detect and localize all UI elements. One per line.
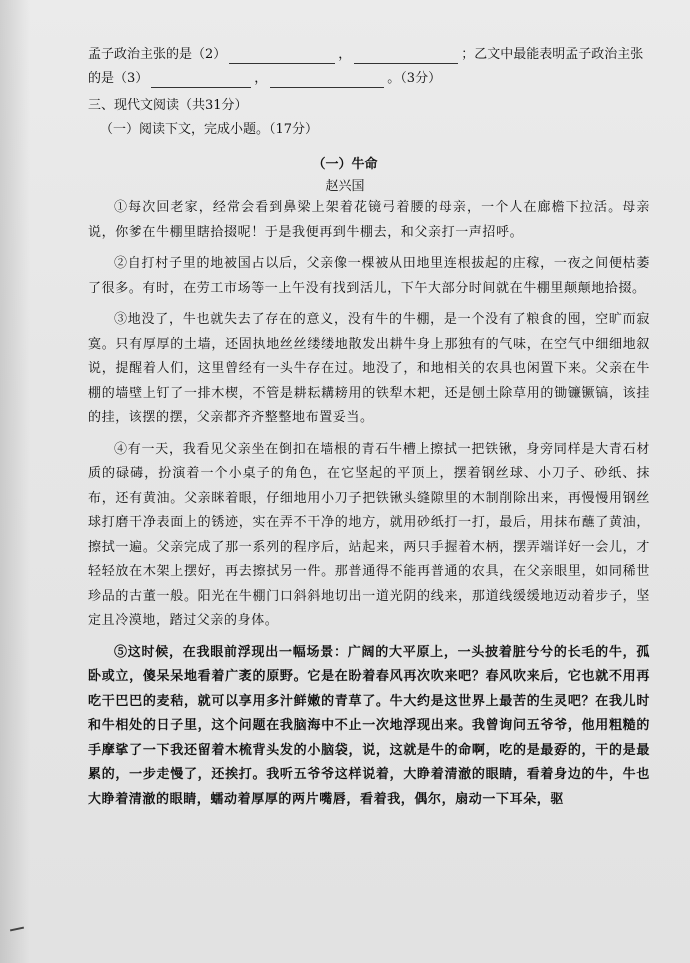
- fill-line-1-suffix: ；乙文中最能表明孟子政治主张: [461, 47, 644, 62]
- fill-line-1: [88, 44, 644, 64]
- scan-edge-shadow: [0, 0, 30, 963]
- fill-line-2-sep: ，: [254, 71, 268, 86]
- paragraph-1: ①每次回老家，经常会看到鼻梁上架着花镜弓着腰的母亲，一个人在廊檐下拉活。母亲说，你爹在牛棚里瞎拾掇呢！于是我便再到牛棚去，和父亲打一声招呼。: [88, 200, 650, 240]
- section-heading: 三、现代文阅读（共31分）: [88, 98, 248, 113]
- fill-line-2-prefix: 的是（3）: [88, 71, 149, 86]
- fill-line-2-suffix: 。（3分）: [387, 71, 442, 86]
- paragraph-5: ⑤这时候，在我眼前浮现出一幅场景：广阔的大平原上，一头披着脏兮兮的长毛的牛，孤卧或立，傻呆呆地看着广袤的原野。它是在盼着春风再次吹来吧？春风吹来后，它也就不用再吃干巴巴的麦秸，就可以享用多汁鲜嫩的青草了。牛大约是这世界上最苦的生灵吧？在我儿时和牛相处的日子里，这个问题在我脑海中不止一次地浮现出来。我曾询问五爷爷，他用粗糙的手摩挲了一下我还留着木梳背头发的小脑袋，说，这就是牛的命啊，吃的是最孬的，干的是最累的，一步走慢了，还挨打。我听五爷爷这样说着，大睁着清澈的眼睛，看着身边的牛，牛也大睁着清澈的眼睛，蠕动着厚厚的两片嘴唇，看着我，偶尔，扇动一下耳朵，驱: [88, 644, 650, 807]
- article-title: （一）牛命: [312, 157, 378, 172]
- answer-blank-2b[interactable]: [354, 49, 458, 64]
- fill-line-1-prefix: 孟子政治主张的是（2）: [88, 47, 227, 62]
- section-subheading: （一）阅读下文，完成小题。（17分）: [100, 122, 319, 137]
- fill-line-1-sep: ，: [338, 47, 352, 62]
- scan-mark: [10, 927, 24, 932]
- article-author: 赵兴国: [325, 179, 365, 194]
- answer-blank-3b[interactable]: [270, 73, 384, 88]
- article-body: [88, 196, 650, 819]
- answer-blank-2a[interactable]: [229, 49, 335, 64]
- fill-in-block: [88, 44, 644, 92]
- paragraph-4: ④有一天，我看见父亲坐在倒扣在墙根的青石牛槽上擦拭一把铁锹，身旁同样是大青石材质的碌碡，扮演着一个小桌子的角色，在它坚起的平顶上，摆着钢丝球、小刀子、砂纸、抹布，还有黄油。父亲眯着眼，仔细地用小刀子把铁锹头缝隙里的木制削除出来，再慢慢用钢丝球打磨干净表面上的锈迹，实在弄不干净的地方，就用砂纸打一打，最后，用抹布蘸了黄油，擦拭一遍。父亲完成了那一系列的程序后，站起来，两只手握着木柄，摆弄端详好一会儿，才轻轻放在木架上摆好，再去擦拭另一件。那普通得不能再普通的农具，在父亲眼里，如同稀世珍品的古董一般。阳光在牛棚门口斜斜地切出一道光阴的线来，那道线缓缓地迈动着步子，坚定且冷漠地，踏过父亲的身体。: [88, 441, 650, 628]
- paragraph-3: ③地没了，牛也就失去了存在的意义，没有牛的牛棚，是一个没有了粮食的囤，空旷而寂寞。只有厚厚的土墙，还固执地丝丝缕缕地散发出耕牛身上那独有的气味，在空气中细细地叙说，提醒着人们，这里曾经有一头牛存在过。地没了，和地相关的农具也闲置下来。父亲在牛棚的墙壁上钉了一排木楔，不管是耕耘耩耪用的铁犁木耙，还是刨土除草用的锄镰镢镐，该挂的挂，该摆的摆，父亲都齐齐整整地布置妥当。: [88, 312, 650, 425]
- answer-blank-3a[interactable]: [151, 73, 251, 88]
- fill-line-2: [88, 68, 644, 88]
- paragraph-2: ②自打村子里的地被国占以后，父亲像一棵被从田地里连根拔起的庄稼，一夜之间便枯萎了很多。有时，在劳工市场等一上午没有找到活儿，下午大部分时间就在牛棚里颠颠地拾掇。: [88, 256, 650, 296]
